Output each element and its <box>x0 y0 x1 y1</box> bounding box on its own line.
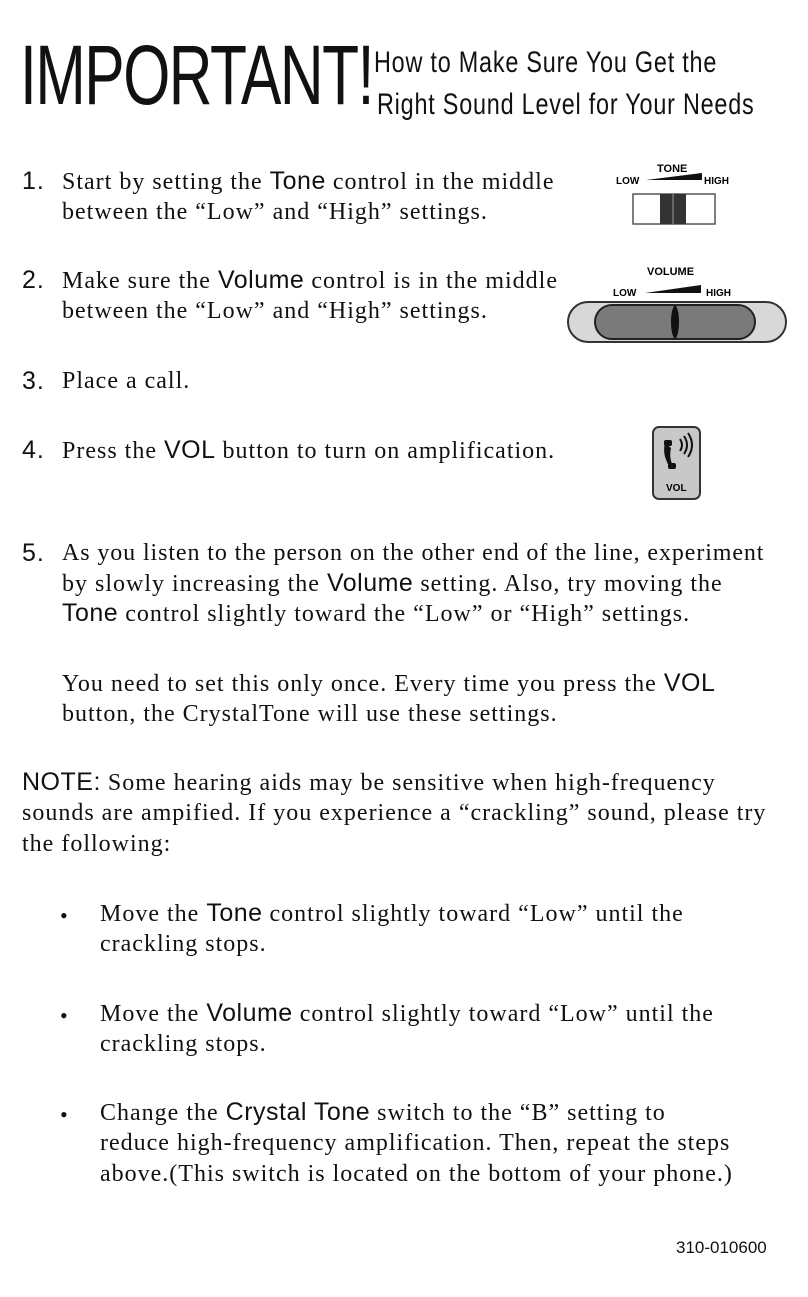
step-3-line-1: Place a call. <box>62 368 191 394</box>
subtitle-line-1: How to Make Sure You Get the <box>374 46 718 79</box>
bullet-2-symbol: • <box>60 1003 69 1028</box>
bullet-2-line-1: Move the Volume control slightly toward “Low” until the <box>100 999 714 1027</box>
tone-graphic-high: HIGH <box>704 176 729 187</box>
volume-graphic-low: LOW <box>613 288 637 299</box>
step-number: 4. <box>22 436 45 464</box>
bullet-3-line-2: reduce high-frequency amplification. Then, repeat the steps <box>100 1130 731 1156</box>
bullet-1-line-1: Move the Tone control slightly toward “Low” until the <box>100 899 684 927</box>
keyword-volume: Volume <box>326 569 414 597</box>
step-number: 5. <box>22 539 45 567</box>
vol-button-label: VOL <box>666 483 687 494</box>
bullet-3-line-1: Change the Crystal Tone switch to the “B” setting to <box>100 1098 666 1126</box>
step-1 <box>22 166 45 198</box>
step-2-line-2: between the “Low” and “High” settings. <box>62 298 488 324</box>
note-line-1: NOTE: Some hearing aids may be sensitive when high-frequency <box>22 768 716 796</box>
keyword-volume: Volume <box>206 999 293 1027</box>
keyword-vol: VOL <box>164 436 216 464</box>
step-2-line-1: Make sure the Volume control is in the middle <box>62 266 558 294</box>
volume-control-graphic <box>565 262 789 346</box>
keyword-volume: Volume <box>217 266 305 294</box>
step-number: 3. <box>22 367 45 395</box>
step-number: 2. <box>22 266 45 294</box>
step-3 <box>22 366 45 398</box>
bullet-2-line-2: crackling stops. <box>100 1031 267 1057</box>
subtitle-line-2: Right Sound Level for Your Needs <box>377 88 755 121</box>
step-4 <box>22 435 45 467</box>
bullet-3-line-3: above.(This switch is located on the bottom of your phone.) <box>100 1161 733 1187</box>
volume-graphic-high: HIGH <box>706 288 731 299</box>
tone-graphic-label: TONE <box>657 163 688 175</box>
bullet-1-line-2: crackling stops. <box>100 931 267 957</box>
bullet-1-symbol: • <box>60 903 69 928</box>
step-1-line-1: Start by setting the Tone control in the middle <box>62 167 555 195</box>
keyword-vol: VOL <box>663 669 716 697</box>
step-5-line-1: As you listen to the person on the other end of the line, experiment <box>62 540 765 566</box>
step-5-line-3: Tone control slightly toward the “Low” or “High” settings. <box>62 599 691 627</box>
keyword-crystal-tone: Crystal Tone <box>225 1098 371 1126</box>
keyword-tone: Tone <box>206 899 263 927</box>
step-4-line-1: Press the VOL button to turn on amplification. <box>62 436 556 464</box>
once-line-2: button, the CrystalTone will use these settings. <box>62 701 558 727</box>
bullet-3-symbol: • <box>60 1102 69 1127</box>
step-5 <box>22 538 45 570</box>
note-label: NOTE: <box>22 768 101 796</box>
tone-control-graphic <box>612 160 744 228</box>
step-5-line-2: by slowly increasing the Volume setting. Also, try moving the <box>62 569 723 597</box>
once-line-1: You need to set this only once. Every time you press the VOL <box>62 669 716 697</box>
tone-graphic-low: LOW <box>616 176 640 187</box>
volume-graphic-label: VOLUME <box>647 266 695 278</box>
vol-button-graphic <box>650 424 704 502</box>
page-title: IMPORTANT! <box>20 28 373 122</box>
note-line-2: sounds are ampified. If you experience a “crackling” sound, please try <box>22 800 767 826</box>
note-line-3: the following: <box>22 831 172 857</box>
step-2 <box>22 265 45 297</box>
step-number: 1. <box>22 167 45 195</box>
volume-slider-knob <box>671 306 679 338</box>
keyword-tone: Tone <box>269 167 326 195</box>
keyword-tone: Tone <box>62 599 119 627</box>
document-code: 310-010600 <box>676 1238 767 1257</box>
step-1-line-2: between the “Low” and “High” settings. <box>62 199 488 225</box>
